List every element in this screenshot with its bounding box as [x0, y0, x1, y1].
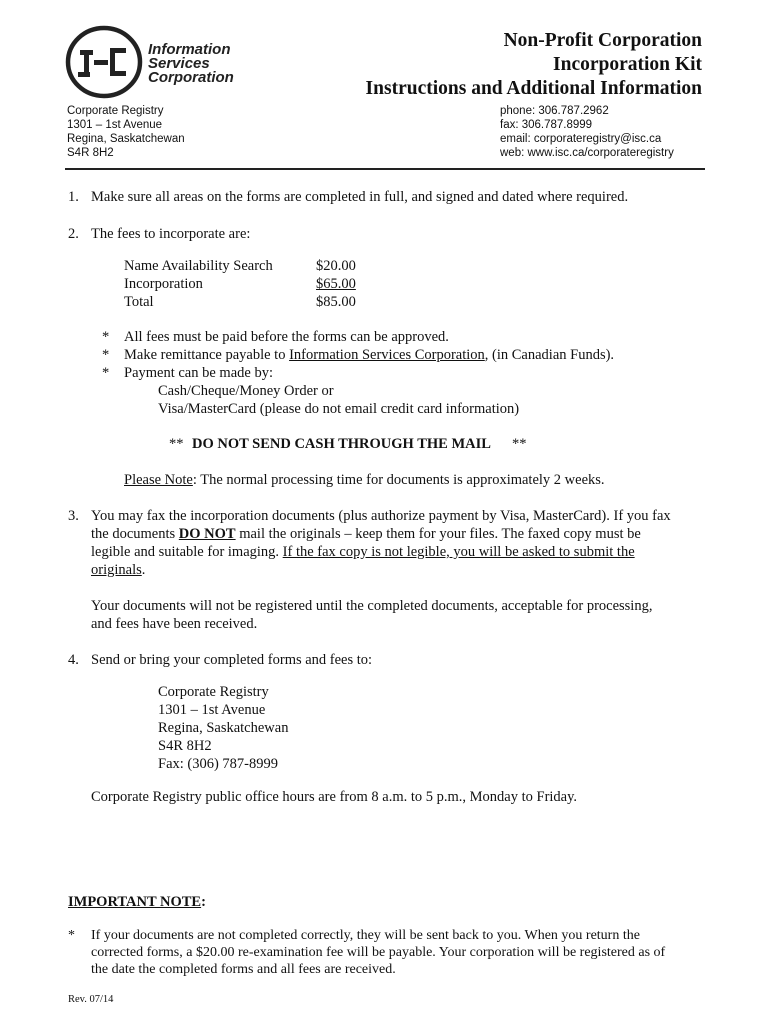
warning-stars-left: **: [169, 436, 184, 452]
contact-phone: phone: 306.787.2962: [500, 105, 609, 117]
contact-fax: fax: 306.787.8999: [500, 119, 593, 131]
do-not-emphasis: DO NOT: [178, 526, 236, 542]
registration-condition-line-2: and fees have been received.: [91, 616, 258, 632]
payment-method-cash: Cash/Cheque/Money Order or: [158, 383, 334, 399]
important-line-2: corrected forms, a $20.00 re-examination fee will be payable. Your corporation will be registered as of: [91, 945, 666, 960]
mail-address-line-4: S4R 8H2: [158, 738, 212, 754]
mail-address-line-1: Corporate Registry: [158, 684, 269, 700]
important-bullet-marker: *: [68, 928, 75, 943]
item-3-line-2-end: mail the originals – keep them for your files. The faxed copy must be: [235, 526, 641, 542]
address-line-3: Regina, Saskatchewan: [67, 133, 185, 145]
fee-amount-name-search: $20.00: [316, 258, 356, 274]
item-3-line-2: [91, 525, 641, 543]
fee-label-incorporation: Incorporation: [124, 276, 203, 292]
item-4-text: Send or bring your completed forms and fees to:: [91, 652, 373, 668]
originals-word: originals: [91, 562, 142, 578]
please-note-label: Please Note: [124, 472, 193, 488]
bullet-marker: *: [102, 329, 110, 345]
bullet-remittance: [124, 346, 614, 364]
logo-text-line-2: Services: [148, 55, 210, 72]
item-3-line-3-start: legible and suitable for imaging.: [91, 544, 283, 560]
address-line-4: S4R 8H2: [67, 147, 114, 159]
logo-text-line-1: Information: [148, 41, 231, 58]
important-note-colon: :: [201, 894, 206, 910]
revision-label: Rev. 07/14: [68, 994, 114, 1005]
logo-text-line-3: Corporation: [148, 69, 234, 86]
fee-amount-total: $85.00: [316, 294, 356, 310]
remittance-text: Make remittance payable to: [124, 347, 290, 363]
item-3-line-3: [91, 543, 635, 561]
address-line-1: Corporate Registry: [67, 105, 164, 117]
item-2-number: 2.: [68, 226, 79, 242]
item-3-line-1: You may fax the incorporation documents (plus authorize payment by Visa, MasterCard). If you fax: [91, 508, 671, 524]
isc-logo-icon: [64, 24, 144, 100]
item-1-text: Make sure all areas on the forms are completed in full, and signed and dated where required.: [91, 189, 629, 205]
important-line-1: If your documents are not completed correctly, they will be sent back to you. When you return the: [91, 928, 640, 943]
address-line-2: 1301 – 1st Avenue: [67, 119, 163, 131]
item-4-number: 4.: [68, 652, 79, 668]
important-note-heading: [68, 893, 206, 911]
processing-time-text: : The normal processing time for documents is approximately 2 weeks.: [192, 472, 605, 488]
office-hours: Corporate Registry public office hours are from 8 a.m. to 5 p.m., Monday to Friday.: [91, 789, 578, 805]
warning-stars-right: **: [512, 436, 527, 452]
processing-note: [124, 471, 605, 489]
payment-method-card: Visa/MasterCard (please do not email credit card information): [158, 401, 520, 417]
contact-web[interactable]: web: www.isc.ca/corporateregistry: [500, 147, 674, 159]
illegible-fax-warning: If the fax copy is not legible, you will be asked to submit the: [282, 544, 635, 560]
fee-label-total: Total: [124, 294, 154, 310]
bullet-marker: *: [102, 347, 110, 363]
fee-label-name-search: Name Availability Search: [124, 258, 273, 274]
page-title-line-1: Non-Profit Corporation: [503, 30, 702, 51]
page-title-line-2: Incorporation Kit: [553, 54, 702, 75]
item-3-line-2-start: the documents: [91, 526, 179, 542]
registration-condition-line-1: Your documents will not be registered until the completed documents, acceptable for processing,: [91, 598, 653, 614]
contact-email[interactable]: email: corporateregistry@isc.ca: [500, 133, 662, 145]
item-3-number: 3.: [68, 508, 79, 524]
fee-amount-incorporation: $65.00: [316, 276, 356, 292]
bullet-marker: *: [102, 365, 110, 381]
item-3-line-4: [91, 561, 145, 579]
item-1-number: 1.: [68, 189, 79, 205]
bullet-fees-before-approval: All fees must be paid before the forms can be approved.: [124, 329, 449, 345]
bullet-payment-methods: Payment can be made by:: [124, 365, 273, 381]
important-note-label: IMPORTANT NOTE: [68, 894, 202, 910]
important-line-3: the date the completed forms and all fees are received.: [91, 962, 396, 977]
mail-address-line-2: 1301 – 1st Avenue: [158, 702, 266, 718]
remittance-currency: , (in Canadian Funds).: [484, 347, 615, 363]
mail-address-line-3: Regina, Saskatchewan: [158, 720, 289, 736]
payee-name: Information Services Corporation: [289, 347, 485, 363]
page-title-line-3: Instructions and Additional Information: [365, 78, 702, 99]
mail-address-fax: Fax: (306) 787-8999: [158, 756, 279, 772]
header-divider: [65, 168, 705, 170]
item-2-text: The fees to incorporate are:: [91, 226, 251, 242]
item-3-period: .: [141, 562, 146, 578]
cash-mail-warning: DO NOT SEND CASH THROUGH THE MAIL: [192, 436, 491, 452]
